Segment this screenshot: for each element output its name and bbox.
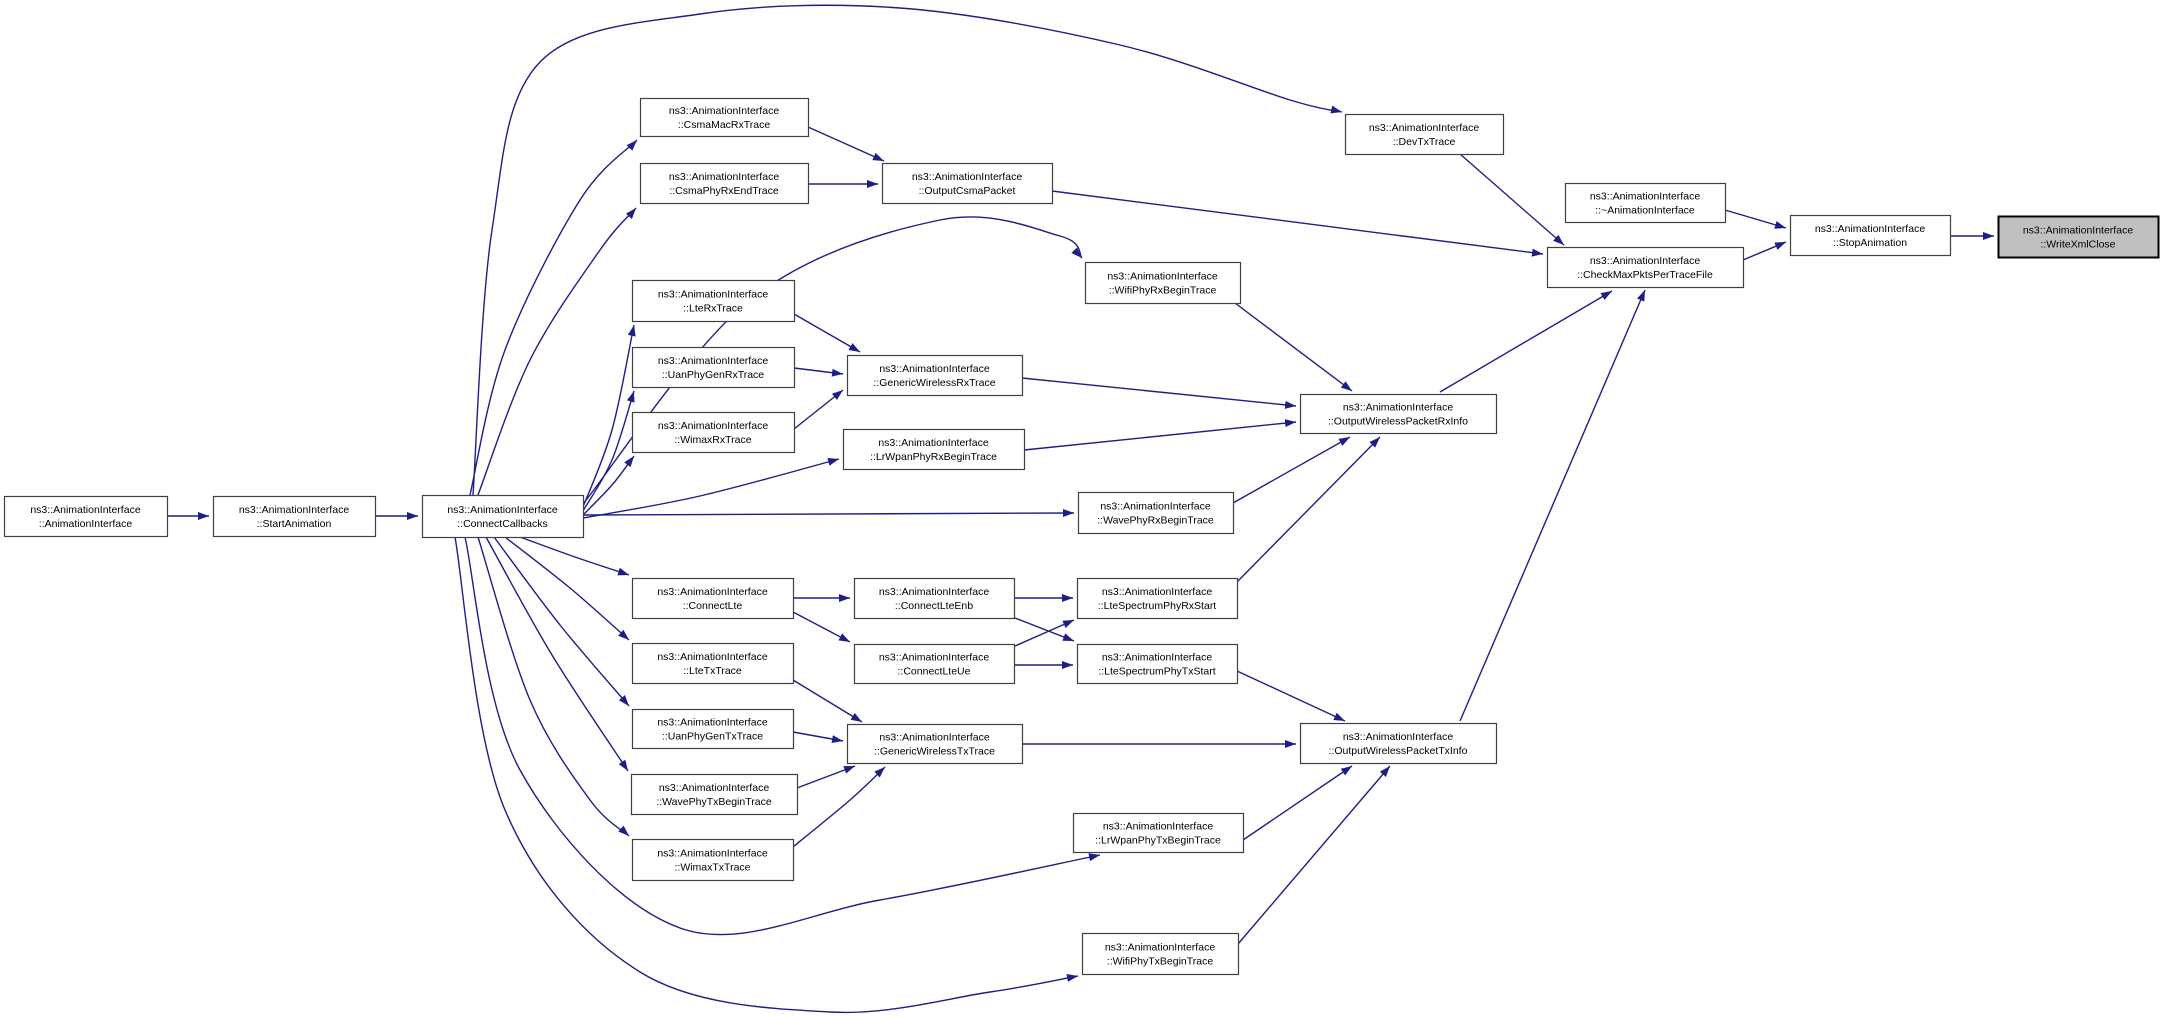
edge-lrwpanrx-to-rxinfo	[1024, 422, 1296, 450]
node-outcsma[interactable]	[883, 164, 1053, 204]
node-label-line2: ::LrWpanPhyRxBeginTrace	[870, 451, 997, 463]
edge-check-to-stop	[1743, 242, 1786, 260]
node-connlte[interactable]	[633, 579, 794, 619]
node-label-line2: ::StartAnimation	[256, 518, 332, 530]
node-wimaxtx[interactable]	[633, 840, 794, 881]
node-lrwpanrx[interactable]	[844, 430, 1025, 470]
edge-csmamac-to-outcsma	[808, 127, 884, 161]
node-uantx[interactable]	[633, 710, 794, 749]
node-label-line2: ::LteSpectrumPhyTxStart	[1098, 665, 1216, 678]
node-label-line1: ns3::AnimationInterface	[1101, 586, 1213, 598]
node-label-line1: ns3::AnimationInterface	[668, 171, 780, 183]
edge-conn-to-devtx	[473, 5, 1342, 495]
node-dtor[interactable]	[1566, 184, 1726, 223]
edge-waverx-to-rxinfo	[1233, 437, 1350, 503]
edge-conn-to-waverx	[583, 513, 1074, 515]
node-label-line1: ns3::AnimationInterface	[1342, 401, 1454, 414]
node-conn[interactable]	[423, 496, 584, 538]
node-label-line1: ns3::AnimationInterface	[657, 651, 768, 663]
node-label-line1: ns3::AnimationInterface	[658, 782, 770, 794]
edge-uantx-to-gentx	[793, 732, 843, 741]
node-label-line2: ::LteTxTrace	[683, 665, 742, 677]
node-label-line1: ns3::AnimationInterface	[1100, 500, 1211, 513]
node-label-line2: ::LteSpectrumPhyRxStart	[1097, 600, 1217, 612]
edge-dtor-to-stop	[1725, 210, 1786, 228]
edge-wavetx-to-gentx	[797, 766, 855, 788]
node-wifitx[interactable]	[1083, 934, 1239, 975]
edge-connlte-to-lteue	[793, 612, 850, 642]
node-label-line2: ::GenericWirelessTxTrace	[874, 745, 995, 758]
edge-conn-to-wimaxtx	[478, 537, 629, 836]
edge-conn-to-lrwpanrx	[583, 459, 839, 518]
node-label-line2: ::UanPhyGenRxTrace	[661, 369, 765, 381]
node-label-line1: ns3::AnimationInterface	[879, 363, 990, 375]
node-WriteXmlClose[interactable]	[1999, 217, 2159, 258]
node-start[interactable]	[214, 497, 376, 537]
node-lterx[interactable]	[633, 281, 795, 322]
node-label-line1: ns3::AnimationInterface	[1102, 820, 1214, 833]
node-label-line2: ::WifiPhyTxBeginTrace	[1106, 955, 1214, 968]
node-label-line1: ns3::AnimationInterface	[878, 437, 989, 449]
edge-wifirx-to-rxinfo	[1235, 303, 1352, 391]
node-label-line2: ::OutputCsmaPacket	[918, 185, 1016, 197]
node-label-line2: ::LteRxTrace	[683, 302, 743, 315]
node-label-line2: ::ConnectLte	[682, 600, 743, 612]
node-label-line2: ::ConnectLteUe	[897, 665, 971, 678]
edge-rxinfo-to-check	[1440, 291, 1612, 392]
node-label-line1: ns3::AnimationInterface	[911, 171, 1023, 183]
node-label-line2: ::CheckMaxPktsPerTraceFile	[1577, 269, 1713, 281]
node-label-line2: ::WifiPhyRxBeginTrace	[1108, 284, 1217, 297]
node-label-line1: ns3::AnimationInterface	[1107, 270, 1218, 283]
node-label-line1: ns3::AnimationInterface	[657, 847, 768, 860]
node-label-line1: ns3::AnimationInterface	[878, 651, 990, 664]
node-csmamac[interactable]	[641, 99, 809, 137]
node-gentx[interactable]	[848, 725, 1023, 764]
node-waverx[interactable]	[1079, 493, 1234, 534]
node-wifirx[interactable]	[1086, 263, 1241, 304]
node-uanrx[interactable]	[633, 348, 795, 388]
edge-conn-to-wavetx	[486, 537, 628, 771]
edge-rxstart-to-rxinfo	[1237, 437, 1380, 582]
node-label-line2: ::~AnimationInterface	[1595, 204, 1695, 217]
edge-txinfo-to-check	[1460, 290, 1645, 721]
node-label-line1: ns3::AnimationInterface	[30, 504, 141, 516]
node-wavetx[interactable]	[632, 775, 798, 815]
node-label-line2: ::UanPhyGenTxTrace	[661, 730, 764, 743]
edge-ltetx-to-gentx	[793, 680, 862, 722]
node-label-line2: ::OutputWirelessPacketTxInfo	[1328, 745, 1468, 757]
edge-conn-to-connlte	[520, 537, 629, 575]
node-label-line1: ns3::AnimationInterface	[447, 504, 558, 516]
node-label-line1: ns3::AnimationInterface	[1101, 651, 1213, 664]
node-genrx[interactable]	[848, 356, 1023, 396]
node-devtx[interactable]	[1346, 115, 1504, 155]
edge-txstart-to-txinfo	[1237, 671, 1345, 721]
node-label-line2: ::GenericWirelessRxTrace	[873, 377, 996, 389]
edge-wimaxrx-to-genrx	[794, 390, 843, 429]
node-label-line1: ns3::AnimationInterface	[1104, 941, 1216, 954]
edge-conn-to-wimaxrx	[583, 456, 634, 515]
node-label-line1: ns3::AnimationInterface	[879, 731, 990, 744]
edge-conn-to-csmaphy	[478, 208, 636, 495]
edge-conn-to-csmamac	[470, 140, 637, 495]
node-label-line2: ::CsmaMacRxTrace	[677, 119, 771, 131]
node-label-line1: ns3::AnimationInterface	[657, 288, 769, 301]
node-label-line1: ns3::AnimationInterface	[2022, 224, 2134, 237]
node-label-line1: ns3::AnimationInterface	[657, 716, 768, 729]
node-label-line1: ns3::AnimationInterface	[657, 420, 769, 432]
node-label-line1: ns3::AnimationInterface	[1814, 223, 1926, 235]
node-rxinfo[interactable]	[1301, 395, 1497, 434]
node-label-line1: ns3::AnimationInterface	[668, 105, 780, 117]
edge-wimaxtx-to-gentx	[793, 767, 885, 847]
node-lrwpantx[interactable]	[1074, 814, 1244, 853]
node-label-line2: ::AnimationInterface	[38, 518, 133, 530]
node-label-line2: ::OutputWirelessPacketRxInfo	[1327, 415, 1469, 428]
node-ctor[interactable]	[5, 497, 168, 537]
edge-lteue-to-rxstart	[1015, 620, 1074, 646]
edge-conn-to-ltetx	[505, 537, 629, 640]
edge-lterx-to-genrx	[794, 314, 860, 352]
node-label-line2: ::WavePhyRxBeginTrace	[1097, 514, 1214, 527]
node-label-line1: ns3::AnimationInterface	[657, 355, 769, 367]
node-label-line1: ns3::AnimationInterface	[878, 586, 990, 598]
node-txinfo[interactable]	[1301, 724, 1497, 764]
edge-genrx-to-rxinfo	[1022, 378, 1296, 406]
node-label-line2: ::StopAnimation	[1832, 237, 1908, 249]
node-label-line2: ::DevTxTrace	[1392, 136, 1456, 148]
node-label-line2: ::ConnectLteEnb	[894, 600, 974, 612]
node-label-line1: ns3::AnimationInterface	[1589, 190, 1701, 203]
node-label-line2: ::WavePhyTxBeginTrace	[656, 796, 772, 808]
node-label-line2: ::WimaxTxTrace	[674, 861, 751, 874]
node-label-line2: ::LrWpanPhyTxBeginTrace	[1095, 834, 1221, 847]
node-label-line1: ns3::AnimationInterface	[238, 504, 350, 516]
node-rxstart[interactable]	[1078, 579, 1238, 619]
edge-lteenb-to-txstart	[1015, 618, 1074, 641]
node-label-line1: ns3::AnimationInterface	[1589, 255, 1701, 267]
node-lteue[interactable]	[855, 645, 1015, 684]
node-csmaphy[interactable]	[641, 164, 809, 204]
node-check[interactable]	[1548, 248, 1744, 288]
node-label-line1: ns3::AnimationInterface	[657, 586, 768, 598]
node-label-line2: ::ConnectCallbacks	[457, 518, 548, 530]
node-label-line2: ::CsmaPhyRxEndTrace	[669, 185, 779, 197]
node-txstart[interactable]	[1078, 645, 1238, 684]
node-label-line1: ns3::AnimationInterface	[1368, 122, 1480, 134]
edge-devtx-to-check	[1460, 154, 1564, 245]
node-label-line1: ns3::AnimationInterface	[1342, 731, 1454, 743]
node-lteenb[interactable]	[855, 579, 1015, 619]
edge-outcsma-to-check	[1052, 191, 1543, 254]
node-label-line2: ::WimaxRxTrace	[674, 434, 752, 446]
edge-wifitx-to-txinfo	[1238, 766, 1390, 944]
node-stop[interactable]	[1791, 216, 1951, 256]
node-wimaxrx[interactable]	[633, 413, 795, 453]
edge-uanrx-to-genrx	[794, 368, 843, 374]
node-label-line2: ::WriteXmlClose	[2040, 238, 2116, 251]
node-ltetx[interactable]	[633, 644, 794, 684]
